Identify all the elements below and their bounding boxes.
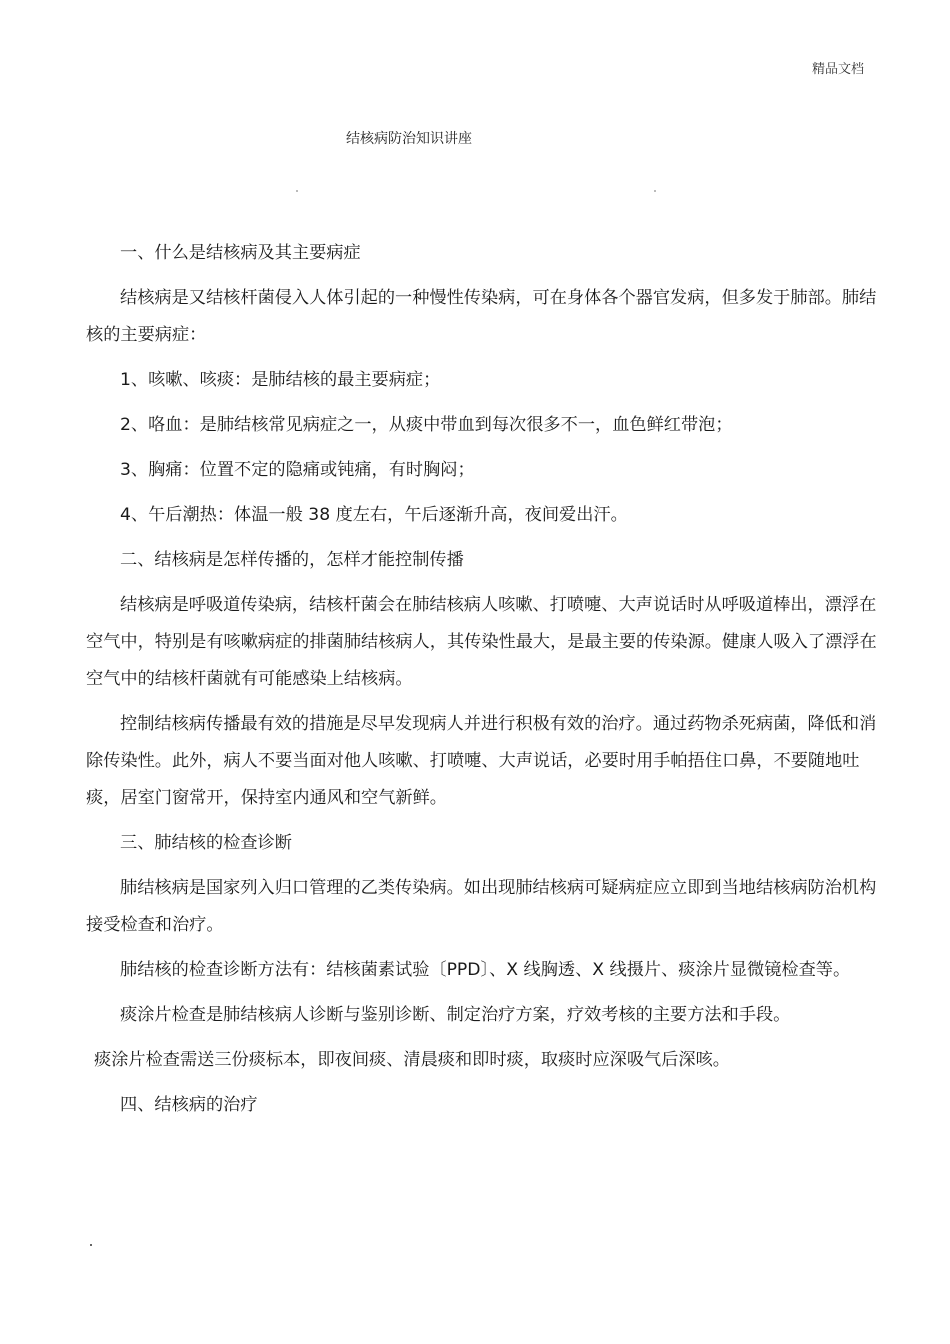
list-item: 1、咳嗽、咳痰：是肺结核的最主要病症； [120, 370, 441, 390]
paragraph: 控制结核病传播最有效的措施是尽早发现病人并进行积极有效的治疗。通过药物杀死病菌，降低和消除传染性。此外，病人不要当面对他人咳嗽、打喷嚏、大声说话，必要时用手帕捂住口鼻，不要随地吐痰，居室门窗常开，保持室内通风和空气新鲜。 [86, 714, 877, 808]
paragraph: 结核病是呼吸道传染病，结核杆菌会在肺结核病人咳嗽、打喷嚏、大声说话时从呼吸道棒出，漂浮在空气中，特别是有咳嗽病症的排菌肺结核病人，其传染性最大，是最主要的传染源。健康人吸入了漂浮在空气中的结核杆菌就有可能感染上结核病。 [86, 595, 877, 689]
paragraph: 肺结核病是国家列入归口管理的乙类传染病。如出现肺结核病可疑病症应立即到当地结核病防治机构接受检查和治疗。 [86, 878, 877, 935]
divider-dot-right [654, 190, 656, 192]
footer-dot [90, 1244, 92, 1246]
paragraph: 痰涂片检查是肺结核病人诊断与鉴别诊断、制定治疗方案，疗效考核的主要方法和手段。 [120, 1005, 791, 1025]
section-heading: 二、结核病是怎样传播的，怎样才能控制传播 [120, 550, 464, 570]
list-item: 4、午后潮热：体温一般 38 度左右，午后逐渐升高，夜间爱出汗。 [120, 505, 628, 525]
paragraph: 肺结核的检查诊断方法有：结核菌素试验〔PPD〕、X 线胸透、X 线摄片、痰涂片显微镜检查等。 [120, 960, 851, 980]
section-heading: 三、肺结核的检查诊断 [120, 833, 292, 853]
document-body [86, 235, 878, 1132]
list-item: 3、胸痛：位置不定的隐痛或钝痛，有时胸闷； [120, 460, 475, 480]
header-mark: 精品文档 [811, 62, 864, 77]
divider-dot-left [296, 190, 298, 192]
list-item: 2、咯血：是肺结核常见病症之一，从痰中带血到每次很多不一，血色鲜红带泡； [120, 415, 733, 435]
section-heading: 一、什么是结核病及其主要病症 [120, 243, 361, 263]
page-title: 结核病防治知识讲座 [346, 131, 472, 147]
paragraph: 结核病是又结核杆菌侵入人体引起的一种慢性传染病，可在身体各个器官发病，但多发于肺部。肺结核的主要病症： [86, 288, 877, 345]
paragraph: 痰涂片检查需送三份痰标本，即夜间痰、清晨痰和即时痰，取痰时应深吸气后深咳。 [94, 1050, 730, 1070]
section-heading: 四、结核病的治疗 [120, 1095, 258, 1115]
